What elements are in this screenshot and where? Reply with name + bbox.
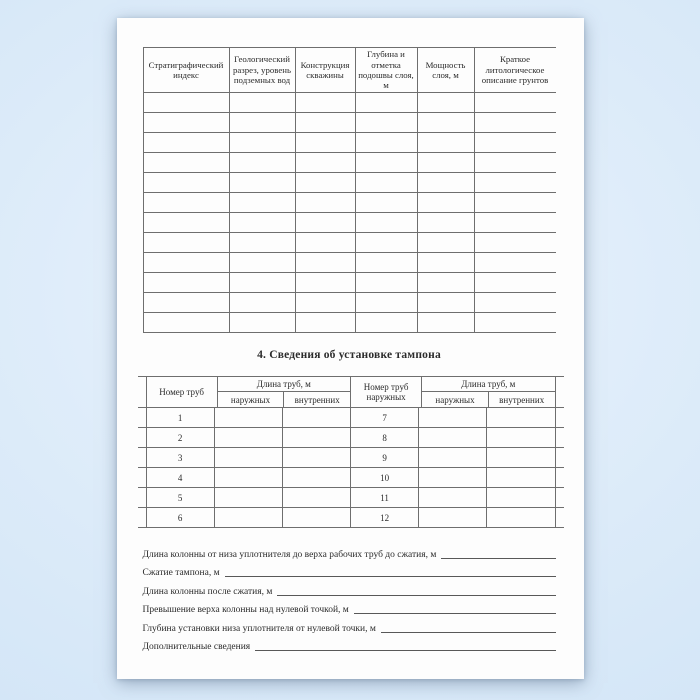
empty-cell — [143, 313, 230, 332]
pipe-number-cell: 6 — [146, 508, 215, 527]
table-row — [143, 133, 556, 153]
empty-cell — [419, 428, 487, 447]
table-row — [143, 113, 556, 133]
empty-cell — [143, 93, 230, 112]
empty-cell — [143, 273, 230, 292]
fill-in-label: Дополнительные сведения — [142, 642, 251, 652]
header-inner-right: внутренних — [499, 394, 545, 405]
empty-cell — [419, 448, 487, 467]
empty-cell — [418, 193, 475, 212]
blank-underline — [441, 558, 555, 559]
empty-cell — [475, 173, 556, 192]
fill-in-line — [143, 617, 556, 636]
table-row — [138, 428, 564, 448]
pipe-number-cell: 11 — [351, 488, 419, 507]
pipe-number-cell: 1 — [146, 408, 215, 427]
empty-cell — [418, 233, 475, 252]
empty-cell — [356, 173, 418, 192]
empty-cell — [283, 448, 351, 467]
borehole-log-table — [143, 47, 556, 333]
table-row — [143, 173, 556, 193]
empty-cell — [418, 173, 475, 192]
borehole-log-body — [143, 93, 556, 333]
empty-cell — [215, 408, 283, 427]
empty-cell — [296, 153, 356, 172]
empty-cell — [356, 253, 418, 272]
empty-cell — [215, 428, 283, 447]
empty-cell — [283, 468, 351, 487]
pipes-table-header-row — [138, 377, 564, 408]
empty-cell — [475, 273, 556, 292]
header-depth-mark: Глубина и отметка подошвы слоя, м — [356, 48, 418, 92]
empty-cell — [356, 153, 418, 172]
table-row — [143, 153, 556, 173]
blank-underline — [277, 595, 555, 596]
empty-cell — [296, 193, 356, 212]
empty-cell — [296, 93, 356, 112]
header-pipe-number-left: Номер труб — [146, 377, 218, 407]
empty-cell — [356, 113, 418, 132]
empty-cell — [143, 173, 230, 192]
borehole-log-header-row — [143, 48, 556, 93]
empty-cell — [283, 488, 351, 507]
table-row — [143, 193, 556, 213]
header-pipe-length-right: Длина труб, м — [422, 377, 554, 392]
empty-cell — [283, 428, 351, 447]
table-row — [143, 293, 556, 313]
blank-underline — [381, 632, 556, 633]
empty-cell — [230, 233, 296, 252]
empty-cell — [143, 133, 230, 152]
table-row — [138, 508, 564, 528]
empty-cell — [143, 253, 230, 272]
table-row — [138, 448, 564, 468]
empty-cell — [475, 133, 556, 152]
empty-cell — [487, 428, 555, 447]
fill-in-line — [143, 599, 556, 618]
table-row — [143, 233, 556, 253]
empty-cell — [418, 93, 475, 112]
fill-in-line — [143, 636, 556, 655]
empty-cell — [475, 213, 556, 232]
empty-cell — [419, 508, 487, 527]
empty-cell — [487, 408, 555, 427]
blank-underline — [354, 613, 556, 614]
fill-in-label: Глубина установки низа уплотнителя от нулевой точки, м — [142, 623, 376, 634]
empty-cell — [418, 273, 475, 292]
empty-cell — [296, 213, 356, 232]
tampon-pipes-table — [138, 376, 564, 528]
empty-cell — [143, 113, 230, 132]
fill-in-label: Длина колонны после сжатия, м — [142, 586, 273, 597]
header-pipe-length-right-group — [422, 377, 555, 407]
empty-cell — [296, 293, 356, 312]
empty-cell — [296, 313, 356, 332]
empty-cell — [356, 293, 418, 312]
empty-cell — [475, 153, 556, 172]
pipe-number-cell: 2 — [146, 428, 215, 447]
empty-cell — [230, 193, 296, 212]
empty-cell — [143, 193, 230, 212]
empty-cell — [356, 133, 418, 152]
empty-cell — [283, 508, 351, 527]
empty-cell — [296, 273, 356, 292]
empty-cell — [230, 293, 296, 312]
fill-in-line — [143, 580, 556, 599]
empty-cell — [296, 113, 356, 132]
empty-cell — [418, 253, 475, 272]
fill-in-line — [143, 543, 556, 562]
table-row — [143, 273, 556, 293]
table-row — [143, 213, 556, 233]
empty-cell — [215, 488, 283, 507]
table-row — [138, 488, 564, 508]
empty-cell — [487, 488, 555, 507]
table-row — [143, 253, 556, 273]
empty-cell — [230, 173, 296, 192]
empty-cell — [230, 273, 296, 292]
empty-cell — [283, 408, 351, 427]
empty-cell — [215, 508, 283, 527]
header-geological-section: Геологический разрез, уровень подземных вод — [230, 48, 296, 92]
empty-cell — [418, 293, 475, 312]
empty-cell — [475, 93, 556, 112]
empty-cell — [230, 253, 296, 272]
empty-cell — [230, 113, 296, 132]
empty-cell — [418, 313, 475, 332]
empty-cell — [296, 233, 356, 252]
empty-cell — [475, 313, 556, 332]
empty-cell — [487, 448, 555, 467]
empty-cell — [418, 133, 475, 152]
empty-cell — [230, 213, 296, 232]
pipe-number-cell: 12 — [351, 508, 419, 527]
empty-cell — [356, 233, 418, 252]
empty-cell — [215, 448, 283, 467]
empty-cell — [143, 233, 230, 252]
table-row — [138, 408, 564, 428]
empty-cell — [215, 468, 283, 487]
empty-cell — [230, 133, 296, 152]
header-inner-left: внутренних — [294, 394, 340, 405]
empty-cell — [356, 93, 418, 112]
pipe-number-cell: 3 — [146, 448, 215, 467]
header-lithological-description: Краткое литологическое описание грунтов — [481, 54, 549, 86]
header-well-construction: Конструкция скважины — [296, 48, 356, 92]
empty-cell — [487, 468, 555, 487]
empty-cell — [143, 153, 230, 172]
empty-cell — [419, 408, 487, 427]
empty-cell — [143, 213, 230, 232]
pipe-number-cell: 4 — [146, 468, 215, 487]
fill-in-line — [143, 562, 556, 581]
empty-cell — [418, 113, 475, 132]
empty-cell — [356, 313, 418, 332]
pipe-number-cell: 10 — [351, 468, 419, 487]
empty-cell — [230, 153, 296, 172]
pipe-number-cell: 8 — [351, 428, 419, 447]
empty-cell — [475, 113, 556, 132]
fill-in-label: Сжатие тампона, м — [142, 568, 220, 578]
empty-cell — [419, 468, 487, 487]
empty-cell — [356, 273, 418, 292]
empty-cell — [143, 293, 230, 312]
header-pipe-number-right: Номер труб наружных — [351, 377, 422, 407]
fill-in-label: Длина колонны от низа уплотнителя до верха рабочих труб до сжатия, м — [142, 549, 437, 560]
section-title: 4. Сведения об установке тампона — [257, 349, 441, 361]
empty-cell — [475, 193, 556, 212]
pipe-number-cell: 5 — [146, 488, 215, 507]
header-outer-left: наружных — [218, 392, 285, 407]
pipe-number-cell: 9 — [351, 448, 419, 467]
empty-cell — [356, 213, 418, 232]
empty-cell — [356, 193, 418, 212]
empty-cell — [230, 93, 296, 112]
empty-cell — [418, 153, 475, 172]
header-layer-thickness: Мощность слоя, м — [418, 48, 475, 92]
empty-cell — [296, 253, 356, 272]
header-pipe-length-left: Длина труб, м — [218, 377, 350, 392]
table-row — [138, 468, 564, 488]
empty-cell — [419, 488, 487, 507]
empty-cell — [230, 313, 296, 332]
blank-underline — [255, 650, 555, 651]
header-pipe-length-left-group — [218, 377, 351, 407]
empty-cell — [296, 133, 356, 152]
empty-cell — [475, 293, 556, 312]
header-outer-right: наружных — [422, 392, 489, 407]
empty-cell — [475, 253, 556, 272]
document-page — [117, 18, 584, 679]
empty-cell — [475, 233, 556, 252]
table-row — [143, 313, 556, 333]
header-stratigraphic-index: Стратиграфический индекс — [143, 48, 230, 92]
fill-in-section — [143, 543, 556, 654]
blank-underline — [225, 576, 556, 577]
table-row — [143, 93, 556, 113]
empty-cell — [418, 213, 475, 232]
empty-cell — [487, 508, 555, 527]
fill-in-label: Превышение верха колонны над нулевой точкой, м — [142, 605, 349, 615]
empty-cell — [296, 173, 356, 192]
pipe-number-cell: 7 — [351, 408, 419, 427]
